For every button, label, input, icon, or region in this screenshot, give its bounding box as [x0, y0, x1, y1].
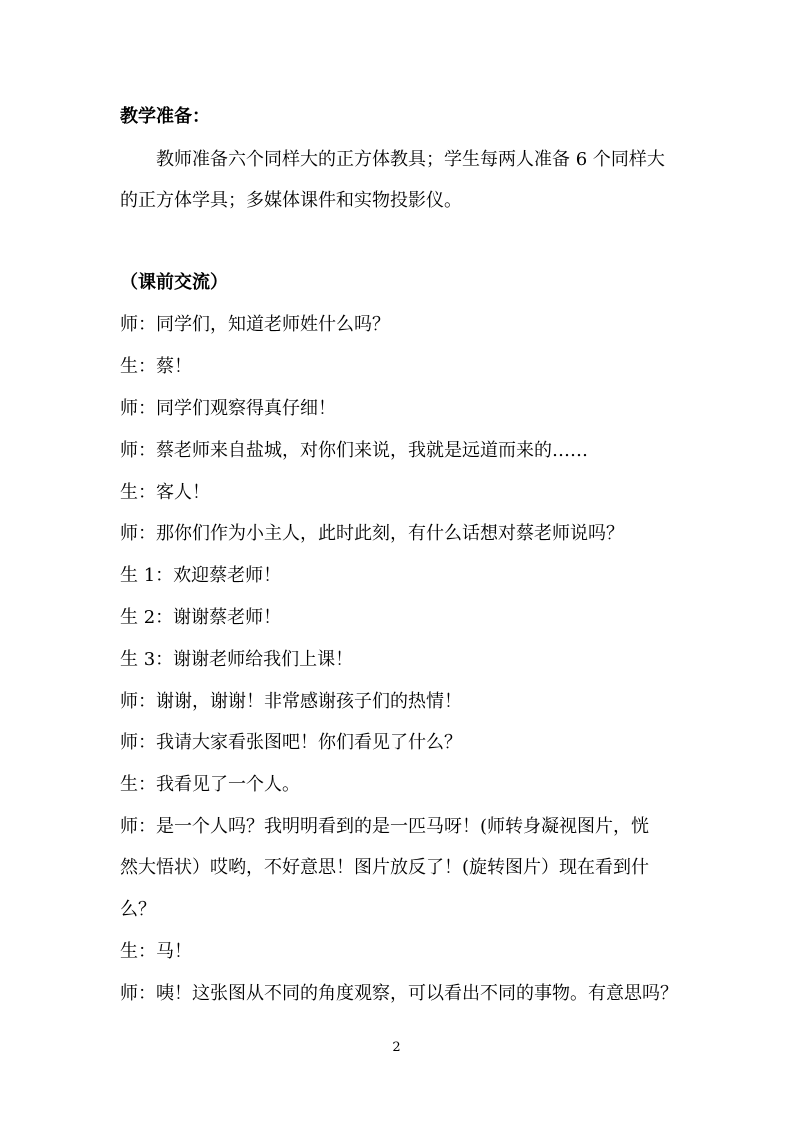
- dialogue-line: 生 1：欢迎蔡老师！: [120, 565, 282, 586]
- prep-paragraph-line-1: 教师准备六个同样大的正方体教具；学生每两人准备 6 个同样大: [156, 149, 665, 170]
- dialogue-line: 生 2：谢谢蔡老师！: [120, 607, 282, 628]
- dialogue-line: 师：同学们，知道老师姓什么吗？: [120, 314, 390, 335]
- dialogue-line: 师：同学们观察得真仔细！: [120, 398, 336, 419]
- dialogue-line: 生：我看见了一个人。: [120, 774, 300, 795]
- prep-paragraph-line-2: 的正方体学具；多媒体课件和实物投影仪。: [120, 190, 462, 211]
- section-heading: （课前交流）: [120, 272, 228, 293]
- dialogue-line: 师：咦！这张图从不同的角度观察，可以看出不同的事物。有意思吗？: [120, 983, 678, 1004]
- dialogue-line: 么？: [120, 899, 156, 920]
- dialogue-line: 师：是一个人吗？我明明看到的是一匹马呀！(师转身凝视图片，恍: [120, 816, 650, 837]
- dialogue-line: 生 3：谢谢老师给我们上课！: [120, 649, 354, 670]
- dialogue-line: 生：马！: [120, 941, 192, 962]
- dialogue-line: 然大悟状）哎哟，不好意思！图片放反了！(旋转图片）现在看到什: [120, 857, 650, 878]
- dialogue-line: 生：蔡！: [120, 356, 192, 377]
- dialogue-line: 师：谢谢，谢谢！非常感谢孩子们的热情！: [120, 691, 462, 712]
- dialogue-line: 生：客人！: [120, 482, 210, 503]
- dialogue-line: 师：我请大家看张图吧！你们看见了什么？: [120, 732, 462, 753]
- page-number: 2: [392, 1040, 401, 1055]
- prep-heading: 教学准备：: [120, 106, 210, 127]
- dialogue-line: 师：蔡老师来自盐城，对你们来说，我就是远道而来的……: [120, 440, 588, 461]
- dialogue-line: 师：那你们作为小主人，此时此刻，有什么话想对蔡老师说吗？: [120, 523, 624, 544]
